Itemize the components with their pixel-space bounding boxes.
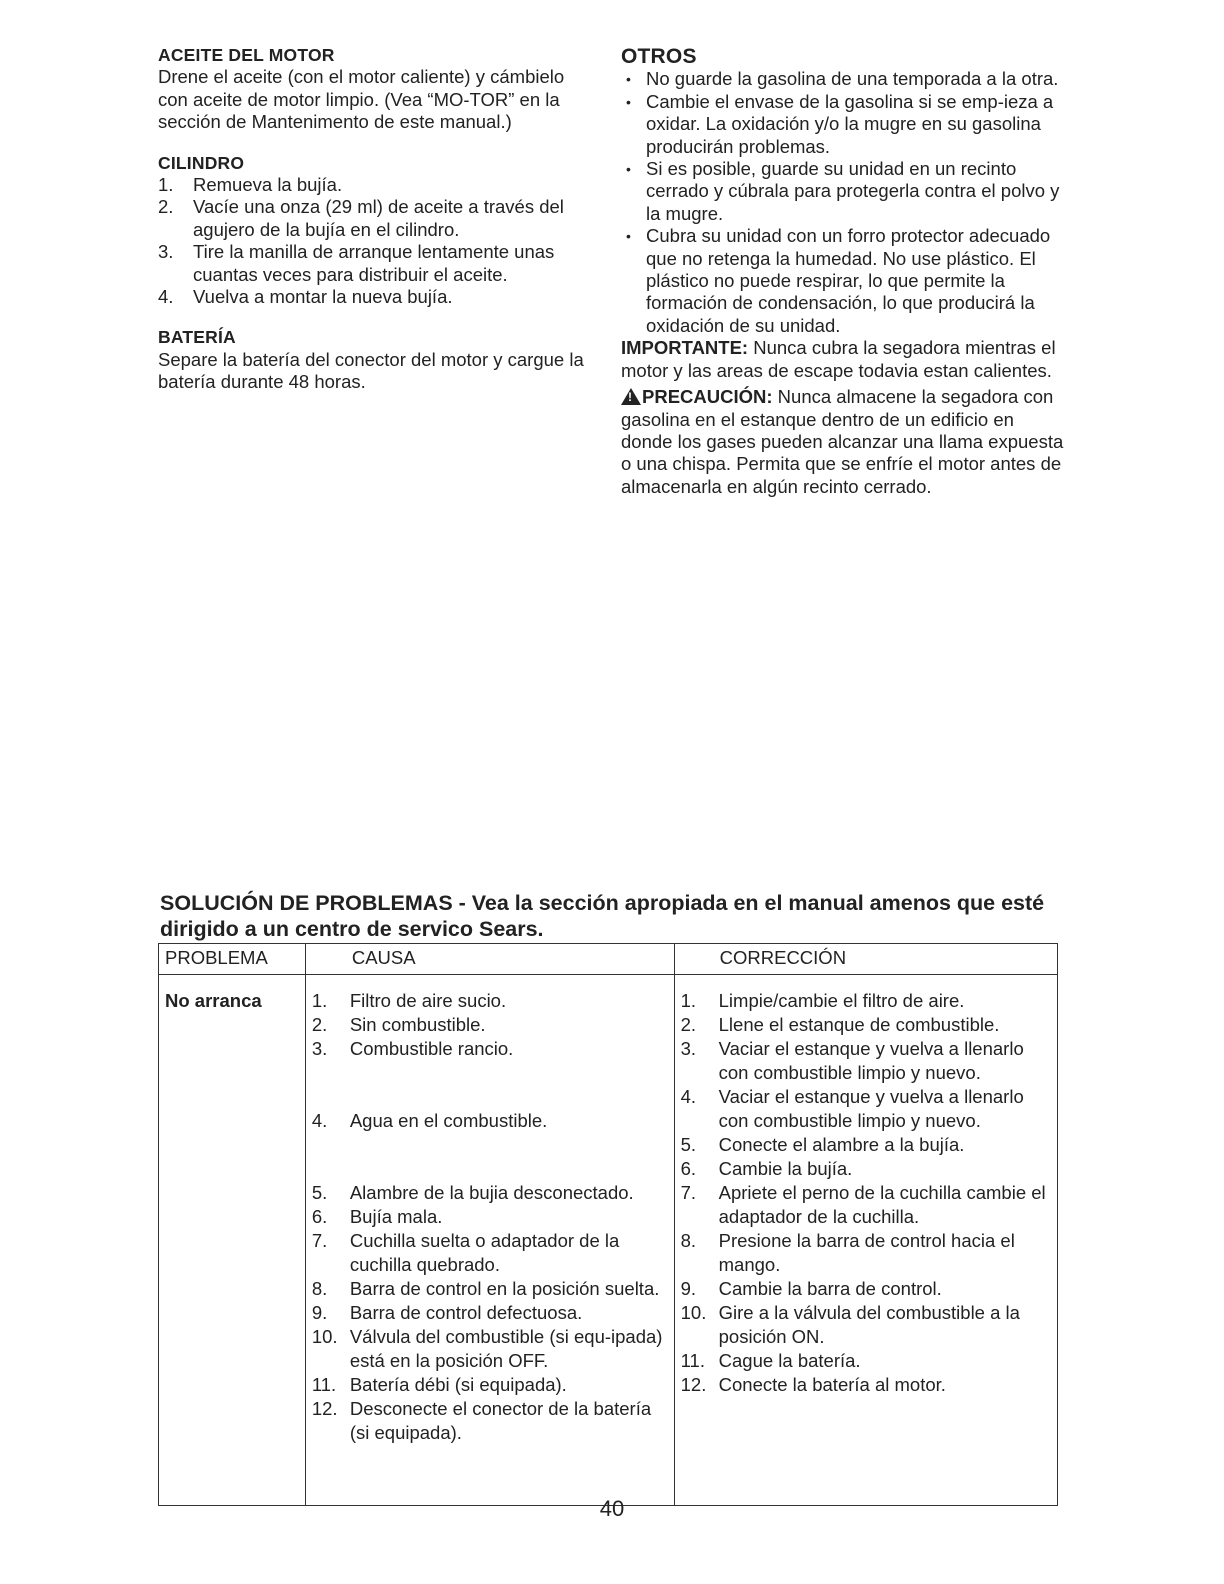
troubleshooting-title: SOLUCIÓN DE PROBLEMAS - Vea la sección apropiada en el manual amenos que esté dirigido a un centro de servico Sears. bbox=[160, 891, 1045, 941]
item-text: Sin combustible. bbox=[349, 1014, 486, 1035]
item-number: 4. bbox=[311, 1110, 328, 1131]
troubleshooting-table bbox=[158, 943, 1058, 1506]
table-row bbox=[159, 975, 1058, 1506]
list-item bbox=[312, 1109, 668, 1133]
item-number: 7. bbox=[311, 1230, 328, 1251]
item-number: 8. bbox=[311, 1278, 328, 1299]
item-number: 4. bbox=[680, 1086, 697, 1107]
item-number: 1. bbox=[311, 990, 328, 1011]
problem-text: No arranca bbox=[165, 990, 262, 1011]
item-number: 11. bbox=[680, 1350, 705, 1371]
list-item bbox=[681, 1085, 1051, 1133]
item-number: 5. bbox=[680, 1134, 697, 1155]
corrections-cell bbox=[674, 975, 1057, 1506]
cilindro-steps bbox=[158, 174, 598, 308]
list-item bbox=[681, 1157, 1051, 1181]
causes-list bbox=[312, 989, 668, 1445]
list-item bbox=[312, 1037, 668, 1061]
item-text: Batería débi (si equipada). bbox=[349, 1374, 567, 1395]
step-number: 3. bbox=[158, 241, 174, 263]
corrections-list bbox=[681, 989, 1051, 1397]
item-text: Cambie la barra de control. bbox=[718, 1278, 942, 1299]
item-number: 3. bbox=[311, 1038, 328, 1059]
otros-list bbox=[621, 68, 1066, 337]
warning-icon bbox=[621, 388, 641, 405]
item-number: 7. bbox=[680, 1182, 697, 1203]
step-number: 4. bbox=[158, 286, 174, 308]
item-number: 2. bbox=[680, 1014, 697, 1035]
bateria-body: Separe la batería del conector del motor y cargue la batería durante 48 horas. bbox=[158, 348, 584, 393]
list-item bbox=[681, 1133, 1051, 1157]
item-text: Válvula del combustible (si equ-ipada) está en la posición OFF. bbox=[349, 1326, 663, 1371]
item-number: 6. bbox=[680, 1158, 697, 1179]
item-text: Alambre de la bujia desconectado. bbox=[349, 1182, 634, 1203]
list-item bbox=[312, 1013, 668, 1037]
list-item bbox=[681, 1013, 1051, 1037]
item-number: 9. bbox=[311, 1302, 328, 1323]
list-item bbox=[681, 1277, 1051, 1301]
list-item bbox=[681, 1181, 1051, 1229]
table-header-row bbox=[159, 944, 1058, 975]
cilindro-step bbox=[158, 196, 598, 241]
list-item bbox=[312, 1325, 668, 1373]
cilindro-heading: CILINDRO bbox=[158, 152, 245, 173]
otros-item: • Cubra su unidad con un forro protector adecuado que no retenga la humedad. No use plástico. El plástico no puede respirar, lo que permite la formación de condensación, lo que producirá la oxidación de su unidad. bbox=[621, 225, 1066, 337]
item-text: Agua en el combustible. bbox=[349, 1110, 548, 1131]
step-text: Remueva la bujía. bbox=[193, 174, 343, 196]
list-item bbox=[312, 1277, 668, 1301]
item-text: Apriete el perno de la cuchilla cambie el adaptador de la cuchilla. bbox=[718, 1182, 1046, 1227]
cilindro-step bbox=[158, 174, 598, 196]
item-text: Gire a la válvula del combustible a la posición ON. bbox=[718, 1302, 1020, 1347]
item-text: Vaciar el estanque y vuelva a llenarlo con combustible limpio y nuevo. bbox=[718, 1038, 1024, 1083]
right-column bbox=[621, 46, 1066, 498]
item-number: 9. bbox=[680, 1278, 697, 1299]
aceite-body: Drene el aceite (con el motor caliente) y cámbielo con aceite de motor limpio. (Vea “MO-TOR” en la sección de Mantenimento de este manual.) bbox=[158, 66, 565, 133]
list-item bbox=[681, 989, 1051, 1013]
list-item bbox=[681, 1301, 1051, 1349]
otros-item: • Cambie el envase de la gasolina si se emp-ieza a oxidar. La oxidación y/o la mugre en su gasolina producirán problemas. bbox=[621, 91, 1066, 158]
left-column bbox=[158, 44, 598, 412]
header-correccion: CORRECCIÓN bbox=[674, 944, 1057, 975]
list-item bbox=[312, 1205, 668, 1229]
item-text: Limpie/cambie el filtro de aire. bbox=[718, 990, 965, 1011]
item-number: 10. bbox=[680, 1302, 707, 1323]
list-item bbox=[312, 1301, 668, 1325]
item-text: Barra de control defectuosa. bbox=[349, 1302, 583, 1323]
step-text: Vuelva a montar la nueva bujía. bbox=[193, 286, 453, 308]
item-number: 8. bbox=[680, 1230, 697, 1251]
page-number: 40 bbox=[599, 1496, 625, 1521]
item-text: Presione la barra de control hacia el mango. bbox=[718, 1230, 1015, 1275]
step-number: 1. bbox=[158, 174, 174, 196]
item-text: Conecte la batería al motor. bbox=[718, 1374, 946, 1395]
item-text: Llene el estanque de combustible. bbox=[718, 1014, 1000, 1035]
list-item bbox=[681, 1373, 1051, 1397]
item-number: 10. bbox=[311, 1326, 338, 1347]
list-item bbox=[312, 1373, 668, 1397]
list-item bbox=[681, 1349, 1051, 1373]
item-number: 11. bbox=[311, 1374, 337, 1395]
list-item bbox=[681, 1229, 1051, 1277]
item-text: Combustible rancio. bbox=[349, 1038, 514, 1059]
precaucion-label: PRECAUCIÓN: bbox=[642, 386, 773, 408]
otros-item: • No guarde la gasolina de una temporada a la otra. bbox=[621, 68, 1066, 90]
list-item bbox=[681, 1037, 1051, 1085]
item-number: 5. bbox=[311, 1182, 328, 1203]
item-text: Desconecte el conector de la batería (si equipada). bbox=[349, 1398, 652, 1443]
item-text: Vaciar el estanque y vuelva a llenarlo con combustible limpio y nuevo. bbox=[718, 1086, 1024, 1131]
causes-cell bbox=[305, 975, 674, 1506]
list-item bbox=[312, 1181, 668, 1205]
list-item bbox=[312, 1397, 668, 1445]
list-item bbox=[312, 989, 668, 1013]
item-number: 2. bbox=[311, 1014, 328, 1035]
importante-note bbox=[621, 337, 1066, 382]
cilindro-step bbox=[158, 241, 598, 286]
importante-text: Nunca cubra la segadora mientras el motor y las areas de escape todavia estan calientes. bbox=[621, 337, 1056, 381]
item-number: 12. bbox=[311, 1398, 338, 1419]
item-number: 6. bbox=[311, 1206, 328, 1227]
bateria-heading: BATERÍA bbox=[158, 327, 236, 348]
list-item bbox=[312, 1229, 668, 1277]
item-text: Cuchilla suelta o adaptador de la cuchilla quebrado. bbox=[349, 1230, 620, 1275]
cilindro-section bbox=[158, 152, 598, 309]
aceite-heading: ACEITE DEL MOTOR bbox=[158, 45, 335, 65]
item-number: 3. bbox=[680, 1038, 697, 1059]
header-causa: CAUSA bbox=[305, 944, 674, 975]
item-text: Conecte el alambre a la bujía. bbox=[718, 1134, 965, 1155]
precaucion-text: Nunca almacene la segadora con gasolina en el estanque dentro de un edificio en donde los gases pueden alcanzar una llama expuesta o una chispa. Permita que se enfríe el motor antes de almacenarla en algún recinto cerrado. bbox=[621, 386, 1064, 497]
problem-cell bbox=[159, 975, 306, 1506]
precaucion-note bbox=[621, 386, 1066, 498]
bateria-section bbox=[158, 326, 598, 393]
item-text: Filtro de aire sucio. bbox=[349, 990, 507, 1011]
otros-item: • Si es posible, guarde su unidad en un recinto cerrado y cúbrala para protegerla contra el polvo y la mugre. bbox=[621, 158, 1066, 225]
item-text: Cambie la bujía. bbox=[718, 1158, 853, 1179]
aceite-section bbox=[158, 44, 598, 134]
cilindro-step bbox=[158, 286, 598, 308]
header-problema: PROBLEMA bbox=[159, 944, 306, 975]
step-number: 2. bbox=[158, 196, 174, 218]
item-number: 12. bbox=[680, 1374, 707, 1395]
importante-label: IMPORTANTE: bbox=[621, 337, 749, 359]
step-text: Tire la manilla de arranque lentamente unas cuantas veces para distribuir el aceite. bbox=[193, 241, 555, 285]
item-number: 1. bbox=[680, 990, 697, 1011]
otros-heading: OTROS bbox=[621, 45, 697, 68]
step-text: Vacíe una onza (29 ml) de aceite a través del agujero de la bujía en el cilindro. bbox=[193, 196, 564, 240]
item-text: Bujía mala. bbox=[349, 1206, 443, 1227]
item-text: Barra de control en la posición suelta. bbox=[349, 1278, 660, 1299]
item-text: Cague la batería. bbox=[718, 1350, 861, 1371]
